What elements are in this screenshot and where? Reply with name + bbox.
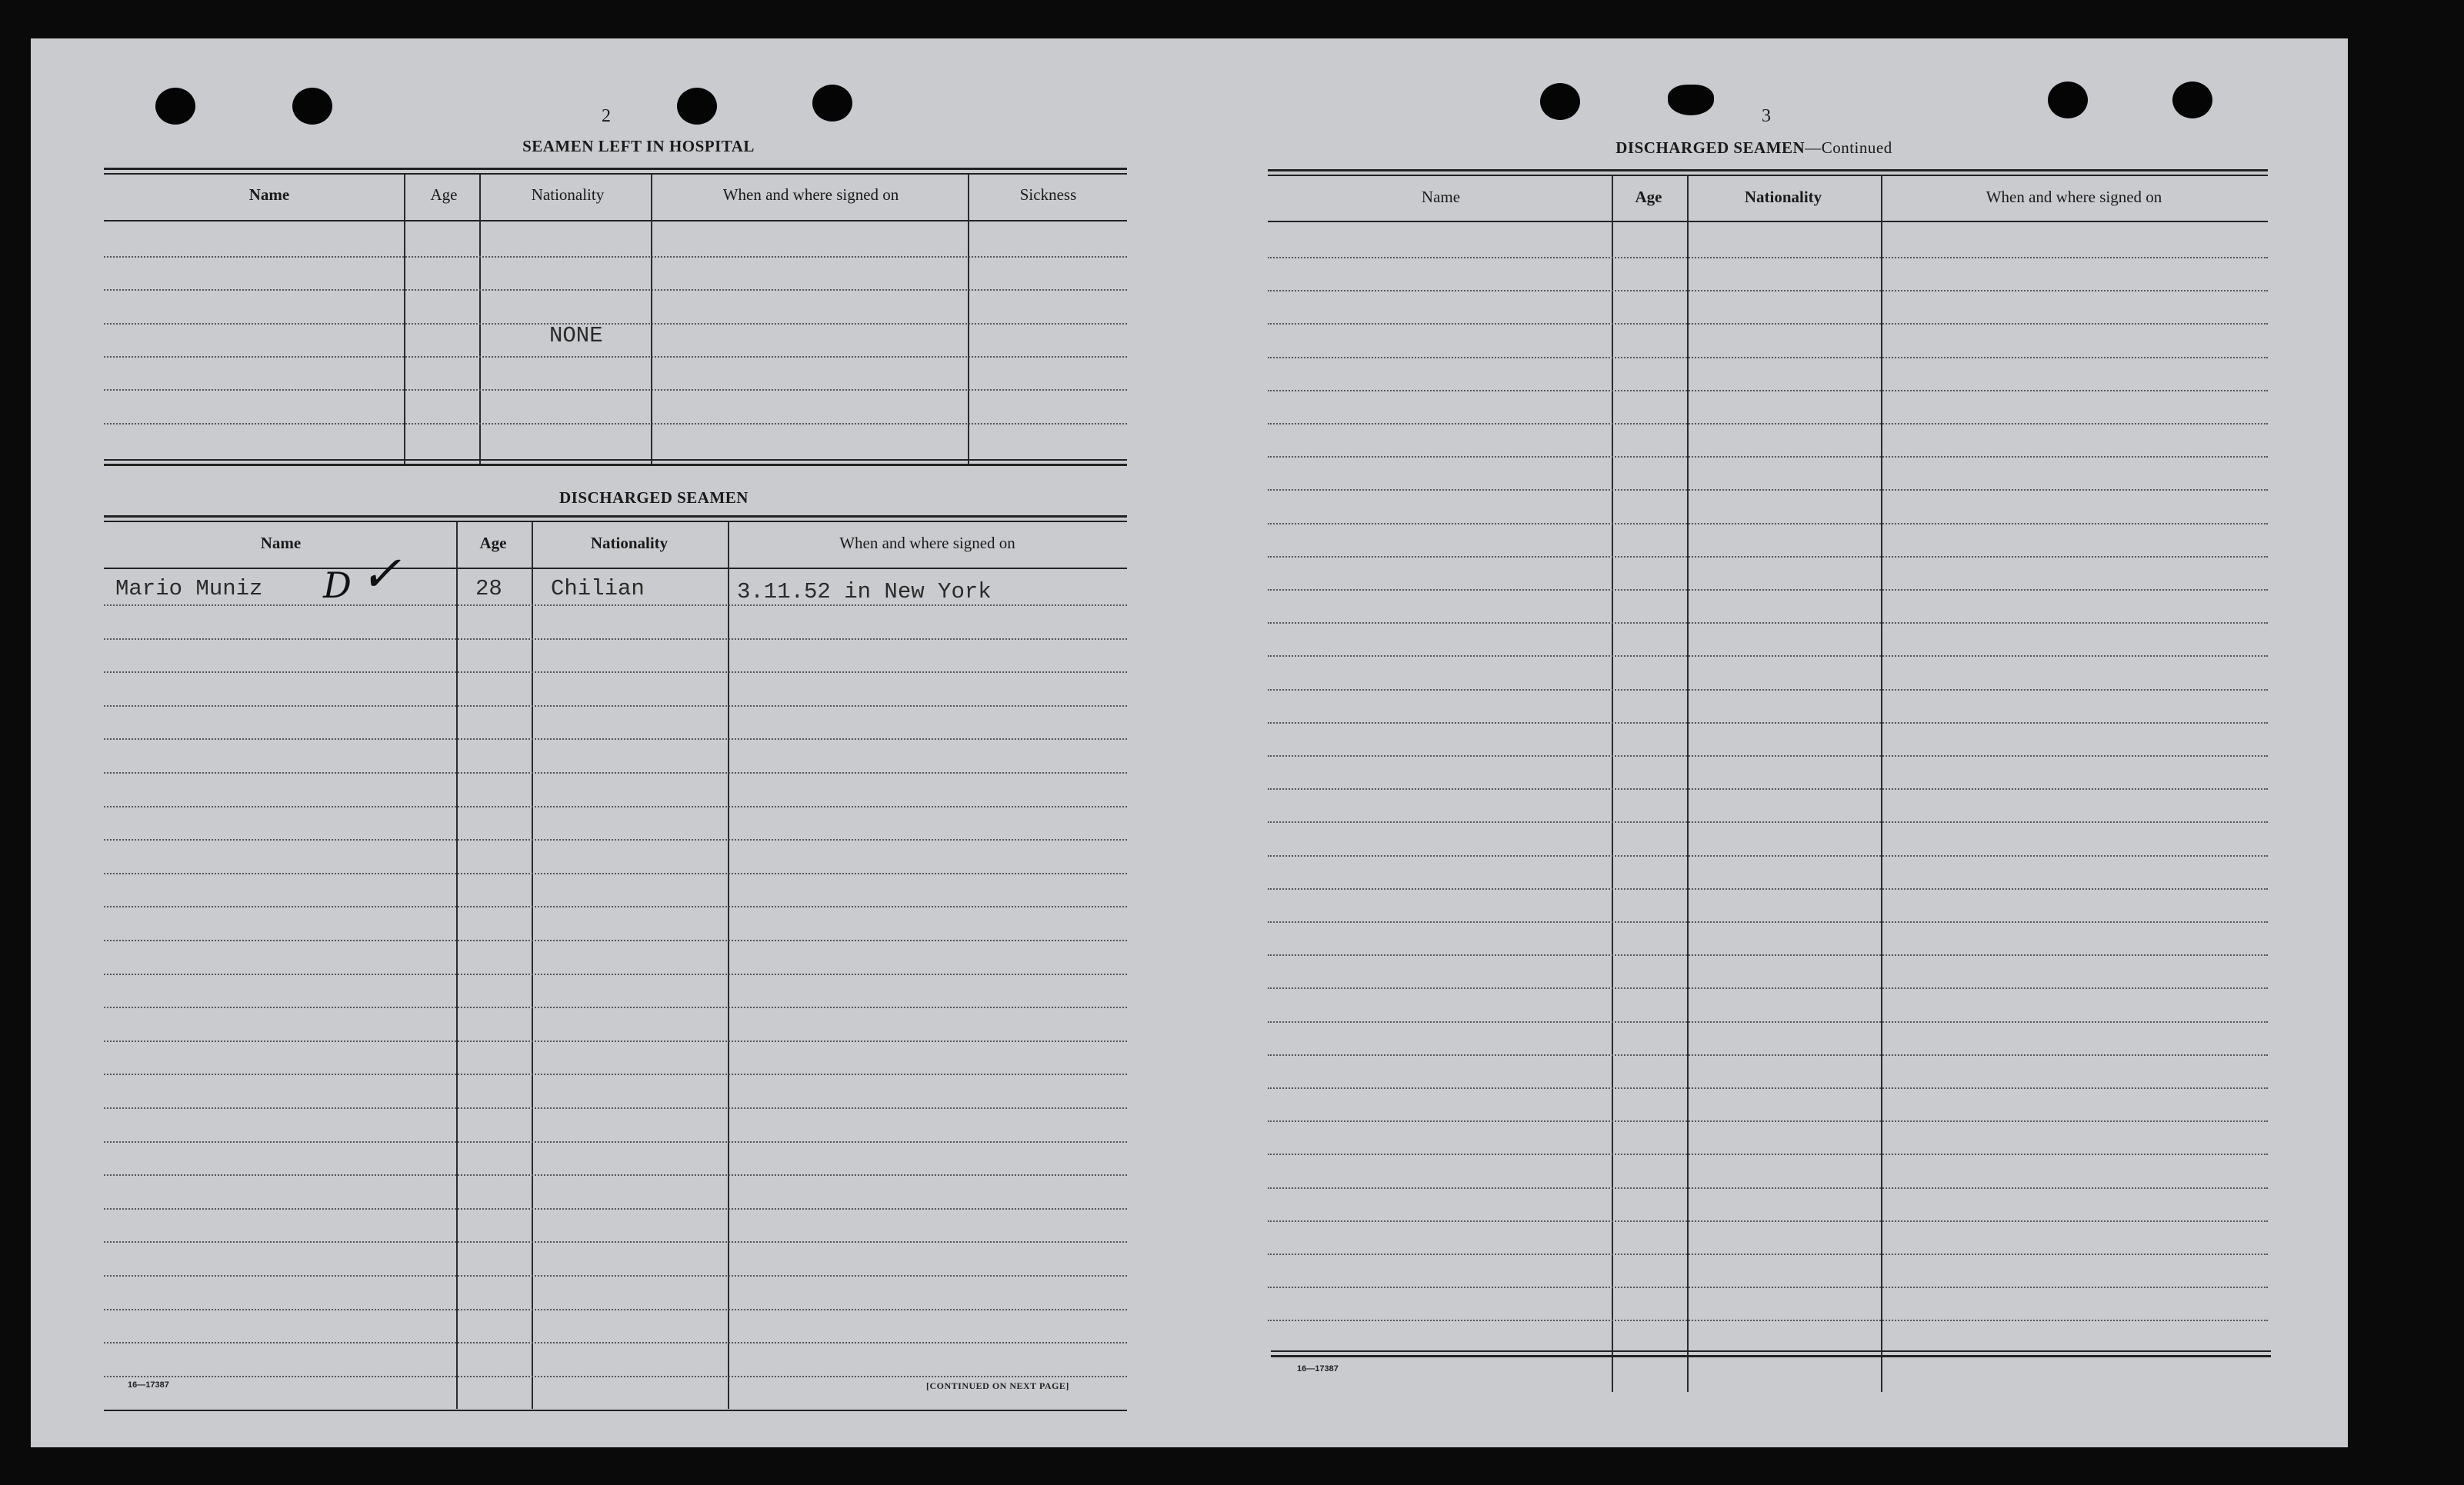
seaman-signed-on: 3.11.52 in New York xyxy=(737,579,992,604)
ruled-line xyxy=(1268,323,2268,325)
ruled-line xyxy=(104,839,1127,841)
ruled-line xyxy=(1268,390,2268,391)
page-number-right: 3 xyxy=(1762,106,1771,126)
ruled-line xyxy=(104,1074,1127,1075)
ruled-line xyxy=(104,604,1127,606)
table-top-rule xyxy=(104,515,1127,518)
punch-hole xyxy=(677,88,717,125)
ruled-line xyxy=(104,705,1127,707)
ruled-line xyxy=(1268,689,2268,691)
document-sheet xyxy=(31,38,2348,1447)
table-bottom-rule xyxy=(104,459,1127,461)
ruled-line xyxy=(104,1040,1127,1042)
ruled-line xyxy=(104,389,1127,391)
discharged-col-age: Age xyxy=(479,534,507,552)
header-rule xyxy=(104,568,1127,569)
header-rule xyxy=(1268,221,2268,222)
ruled-line xyxy=(1268,1254,2268,1255)
handwritten-d-mark: D xyxy=(323,564,352,606)
table-top-rule xyxy=(1268,175,2268,176)
ruled-line xyxy=(104,940,1127,941)
ruled-line xyxy=(104,906,1127,907)
ruled-line xyxy=(1268,755,2268,757)
discharged-col-signed-on: When and where signed on xyxy=(839,534,1015,552)
ruled-line xyxy=(1268,855,2268,857)
ruled-line xyxy=(1268,556,2268,558)
ruled-line xyxy=(1268,257,2268,258)
ruled-line xyxy=(104,256,1127,258)
table-bottom-rule xyxy=(104,464,1127,466)
punch-hole xyxy=(812,85,852,122)
continued-note: [CONTINUED ON NEXT PAGE] xyxy=(926,1380,1069,1391)
continued-title-main: DISCHARGED SEAMEN xyxy=(1615,138,1805,157)
right-col-signed-on: When and where signed on xyxy=(1986,188,2162,206)
hospital-col-nationality: Nationality xyxy=(531,185,605,204)
ruled-line xyxy=(104,738,1127,740)
ruled-line xyxy=(1268,1021,2268,1023)
ruled-line xyxy=(1268,987,2268,989)
ruled-line xyxy=(1268,821,2268,823)
table-bottom-rule xyxy=(1271,1350,2271,1352)
ruled-line xyxy=(104,638,1127,640)
ruled-line xyxy=(104,1342,1127,1343)
ruled-line xyxy=(104,323,1127,325)
hospital-col-signed-on: When and where signed on xyxy=(722,185,899,204)
column-divider xyxy=(479,174,481,466)
ruled-line xyxy=(104,356,1127,358)
ruled-line xyxy=(104,423,1127,425)
right-col-nationality: Nationality xyxy=(1744,188,1822,206)
ruled-line xyxy=(1268,655,2268,657)
punch-hole xyxy=(1540,83,1580,120)
discharged-section-title: DISCHARGED SEAMEN xyxy=(559,488,749,507)
ruled-line xyxy=(1268,456,2268,458)
ruled-line xyxy=(1268,1120,2268,1122)
hospital-col-sickness: Sickness xyxy=(1019,185,1077,204)
hospital-section-title: SEAMEN LEFT IN HOSPITAL xyxy=(522,137,755,155)
column-divider xyxy=(968,174,969,466)
ruled-line xyxy=(1268,1054,2268,1056)
punch-hole xyxy=(1668,85,1714,115)
table-top-rule xyxy=(104,168,1127,170)
ruled-line xyxy=(104,1007,1127,1008)
seaman-nationality: Chilian xyxy=(551,576,645,601)
ruled-line xyxy=(104,1309,1127,1310)
table-top-rule xyxy=(104,173,1127,175)
ruled-line xyxy=(104,772,1127,774)
discharged-col-name: Name xyxy=(260,534,302,552)
ruled-line xyxy=(104,974,1127,975)
right-col-age: Age xyxy=(1635,188,1662,206)
ruled-line xyxy=(104,1241,1127,1243)
continued-title-suffix: —Continued xyxy=(1805,138,1892,157)
page-number-left: 2 xyxy=(602,106,611,126)
form-number-right: 16—17387 xyxy=(1297,1364,1339,1373)
handwritten-check-mark: ✓ xyxy=(360,546,402,603)
table-top-rule xyxy=(1268,169,2268,171)
seaman-name: Mario Muniz xyxy=(115,576,263,601)
header-rule xyxy=(104,220,1127,221)
table-top-rule xyxy=(104,521,1127,522)
form-number-left: 16—17387 xyxy=(128,1380,169,1390)
ruled-line xyxy=(1268,921,2268,923)
ruled-line xyxy=(104,289,1127,291)
punch-hole xyxy=(292,88,332,125)
hospital-col-name: Name xyxy=(248,185,290,204)
ruled-line xyxy=(1268,1087,2268,1089)
ruled-line xyxy=(1268,622,2268,624)
ruled-line xyxy=(104,1107,1127,1109)
seaman-age: 28 xyxy=(475,576,502,601)
ruled-line xyxy=(104,806,1127,807)
table-bottom-rule xyxy=(104,1410,1127,1411)
ruled-line xyxy=(1268,290,2268,291)
punch-hole xyxy=(2172,82,2212,118)
right-col-name: Name xyxy=(1421,188,1461,206)
ruled-line xyxy=(104,1275,1127,1277)
ruled-line xyxy=(1268,954,2268,956)
ruled-line xyxy=(1268,788,2268,790)
ruled-line xyxy=(104,1208,1127,1210)
ruled-line xyxy=(1268,1287,2268,1288)
ruled-line xyxy=(104,1174,1127,1176)
ruled-line xyxy=(1268,1320,2268,1321)
hospital-entry-none: NONE xyxy=(549,323,603,348)
hospital-col-age: Age xyxy=(430,185,458,204)
discharged-col-nationality: Nationality xyxy=(590,534,669,552)
column-divider xyxy=(404,174,405,466)
punch-hole xyxy=(2048,82,2088,118)
discharged-continued-title xyxy=(1562,138,1946,158)
ruled-line xyxy=(1268,357,2268,358)
ruled-line xyxy=(1268,589,2268,591)
ruled-line xyxy=(1268,423,2268,425)
ruled-line xyxy=(1268,1220,2268,1222)
column-divider xyxy=(651,174,652,466)
ruled-line xyxy=(1268,523,2268,524)
ruled-line xyxy=(104,1141,1127,1143)
ruled-line xyxy=(104,1376,1127,1377)
ruled-line xyxy=(104,671,1127,673)
ruled-line xyxy=(1268,1187,2268,1189)
ruled-line xyxy=(104,873,1127,874)
ruled-line xyxy=(1268,489,2268,491)
punch-hole xyxy=(155,88,195,125)
table-bottom-rule xyxy=(1271,1355,2271,1357)
ruled-line xyxy=(1268,722,2268,724)
ruled-line xyxy=(1268,888,2268,890)
ruled-line xyxy=(1268,1154,2268,1155)
